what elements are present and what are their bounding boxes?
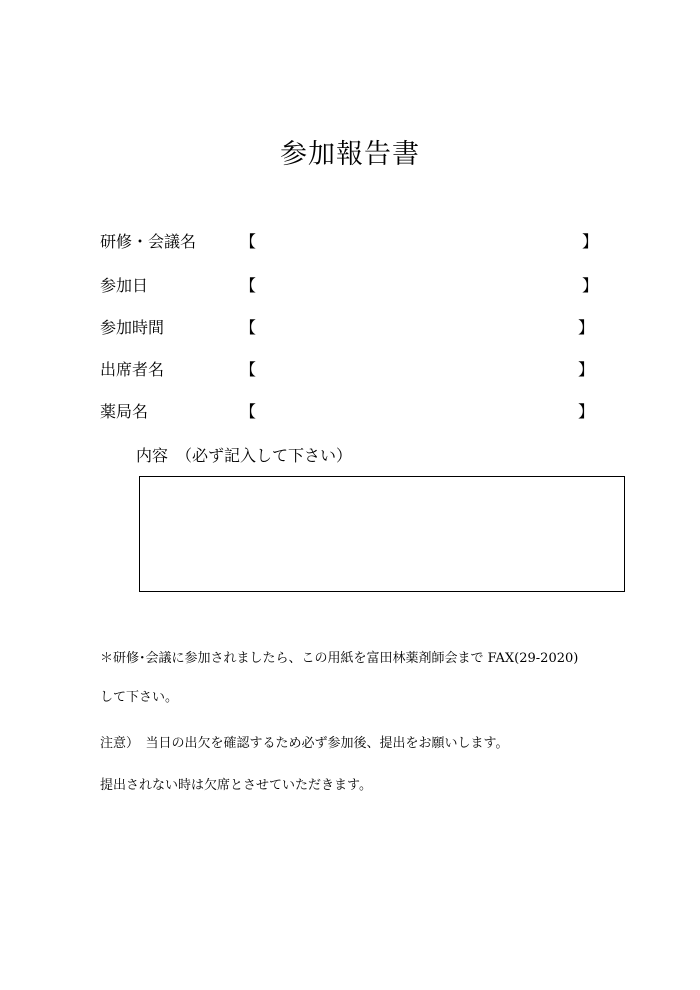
field-label: 参加日 [100, 276, 149, 295]
field-label: 薬局名 [100, 402, 149, 421]
field-label: 参加時間 [100, 318, 165, 337]
note-absence-warning: 提出されない時は欠席とさせていただきます。 [100, 778, 372, 793]
content-box [139, 476, 625, 592]
bracket-close: 】 [582, 276, 599, 295]
note-instruction-line1: ＊研修･会議に参加されましたら、この用紙を富田林薬剤師会まで FAX(29-2020) [100, 651, 579, 666]
bracket-close: 】 [578, 402, 595, 421]
bracket-close: 】 [578, 318, 595, 337]
bracket-close: 】 [582, 232, 599, 251]
note-caution: 注意） 当日の出欠を確認するため必ず参加後、提出をお願いします。 [100, 736, 509, 751]
bracket-open: 【 [240, 402, 257, 421]
field-label: 出席者名 [100, 360, 165, 379]
bracket-open: 【 [240, 318, 257, 337]
document-title: 参加報告書 [280, 139, 420, 170]
field-label: 研修・会議名 [100, 232, 197, 251]
bracket-open: 【 [240, 276, 257, 295]
bracket-open: 【 [240, 360, 257, 379]
bracket-open: 【 [240, 232, 257, 251]
note-instruction-line2: して下さい。 [100, 690, 179, 705]
bracket-close: 】 [578, 360, 595, 379]
content-label: 内容 （必ず記入して下さい） [136, 446, 353, 465]
